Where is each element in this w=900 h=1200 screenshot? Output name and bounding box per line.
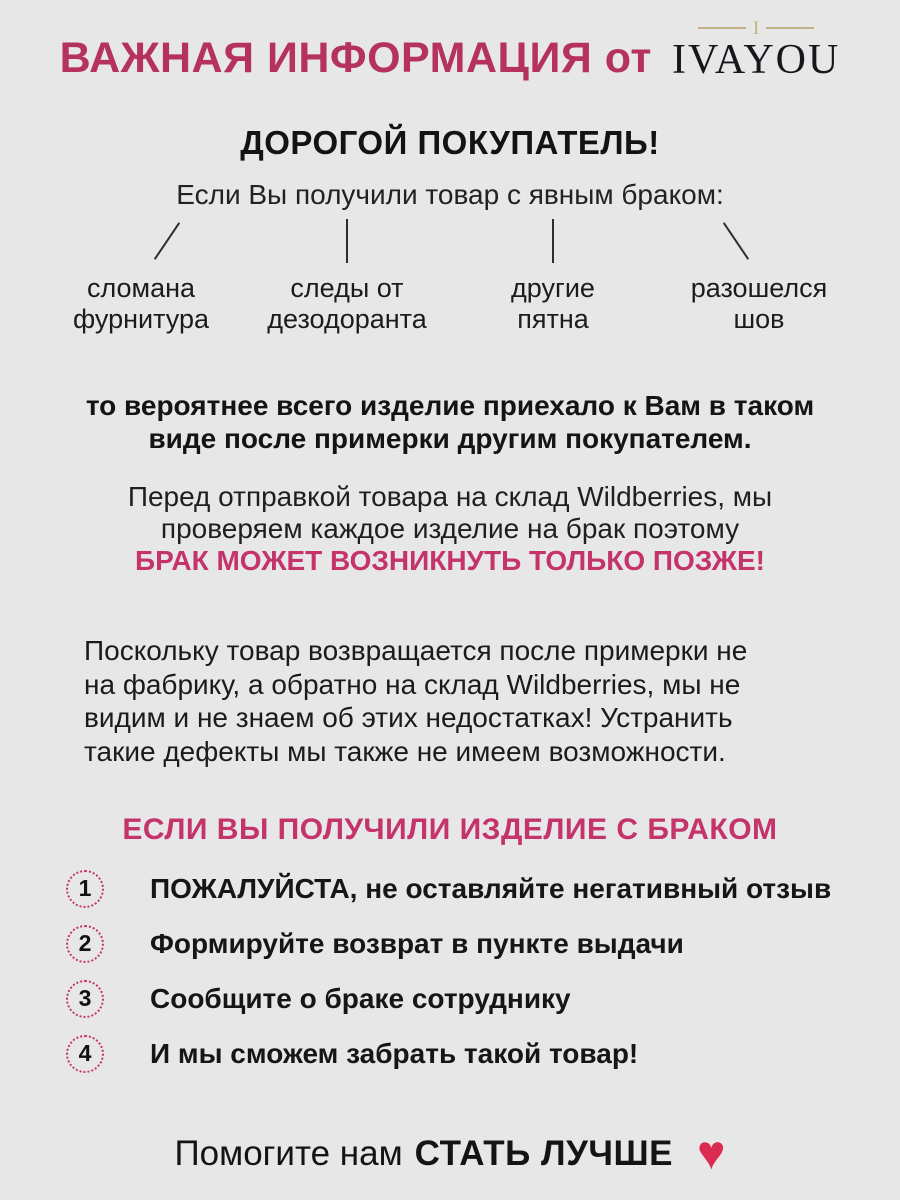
paragraph-quality-check: Перед отправкой товара на склад Wildberries, мы проверяем каждое изделие на брак поэтому БРАК МОЖЕТ ВОЗНИКНУТЬ ТОЛЬКО ПОЗЖЕ! <box>0 481 900 576</box>
defect-label-line: другие <box>511 273 595 304</box>
step-text: Формируйте возврат в пункте выдачи <box>150 927 684 959</box>
header <box>0 0 900 82</box>
step-number-badge: 4 <box>66 1035 104 1073</box>
defect-label-line: дезодоранта <box>267 304 427 335</box>
footer-text-regular: Помогите нам <box>174 1133 403 1173</box>
heart-icon: ♥ <box>696 1126 726 1180</box>
defect-label-line: шов <box>733 304 785 335</box>
ornament-line-right <box>766 27 814 29</box>
connector-line <box>656 219 862 265</box>
connector-line <box>38 219 244 265</box>
greeting-subheading: Если Вы получили товар с явным браком: <box>176 179 724 211</box>
step-number-badge: 3 <box>66 980 104 1018</box>
step-text: И мы сможем забрать такой товар! <box>150 1037 639 1069</box>
defect-item-ripped-seam <box>656 219 862 335</box>
brand-name: IVAYOU <box>671 37 841 83</box>
step-text: ПОЖАЛУЙСТА, не оставляйте негативный отзыв <box>150 872 832 904</box>
step-number-badge: 2 <box>66 925 104 963</box>
brand-logo <box>672 18 840 82</box>
step-text: Сообщите о браке сотруднику <box>150 982 571 1014</box>
steps-list <box>66 869 900 1074</box>
step-item-3 <box>66 979 900 1019</box>
logo-ornament <box>698 18 814 38</box>
connector-line <box>450 219 656 265</box>
page-title: ВАЖНАЯ ИНФОРМАЦИЯ от <box>59 33 652 82</box>
footer-appeal <box>0 1126 900 1180</box>
defect-label-line: пятна <box>517 304 589 335</box>
connector-line <box>244 219 450 265</box>
defect-warning-highlight: БРАК МОЖЕТ ВОЗНИКНУТЬ ТОЛЬКО ПОЗЖЕ! <box>135 544 765 576</box>
paragraph-fitting-note: то вероятнее всего изделие приехало к Вам в таком виде после примерки другим покупателем. <box>85 390 815 455</box>
step-number-badge: 1 <box>66 870 104 908</box>
steps-section-heading: ЕСЛИ ВЫ ПОЛУЧИЛИ ИЗДЕЛИЕ С БРАКОМ <box>122 812 778 846</box>
greeting-heading: ДОРОГОЙ ПОКУПАТЕЛЬ! <box>240 124 660 162</box>
defects-diagram <box>0 219 900 335</box>
defect-label-line: фурнитура <box>72 304 209 335</box>
ornament-line-left <box>698 27 746 29</box>
step-item-1 <box>66 869 900 909</box>
defect-item-other-stains <box>450 219 656 335</box>
defect-label-line: разошелся <box>690 273 828 304</box>
defect-item-deodorant-traces <box>244 219 450 335</box>
footer-text-bold: СТАТЬ ЛУЧШЕ <box>414 1133 673 1173</box>
defect-label-line: следы от <box>290 273 404 304</box>
step-item-4 <box>66 1034 900 1074</box>
defect-item-broken-hardware <box>38 219 244 335</box>
step-item-2 <box>66 924 900 964</box>
ornament-monogram-icon: I <box>752 17 760 39</box>
paragraph-return-explanation: Поскольку товар возвращается после примерки не на фабрику, а обратно на склад Wildberries, мы не видим и не знаем об этих недостатках! Устранить такие дефекты мы также не имеем возможности. <box>84 635 748 767</box>
defect-label-line: сломана <box>86 273 196 304</box>
